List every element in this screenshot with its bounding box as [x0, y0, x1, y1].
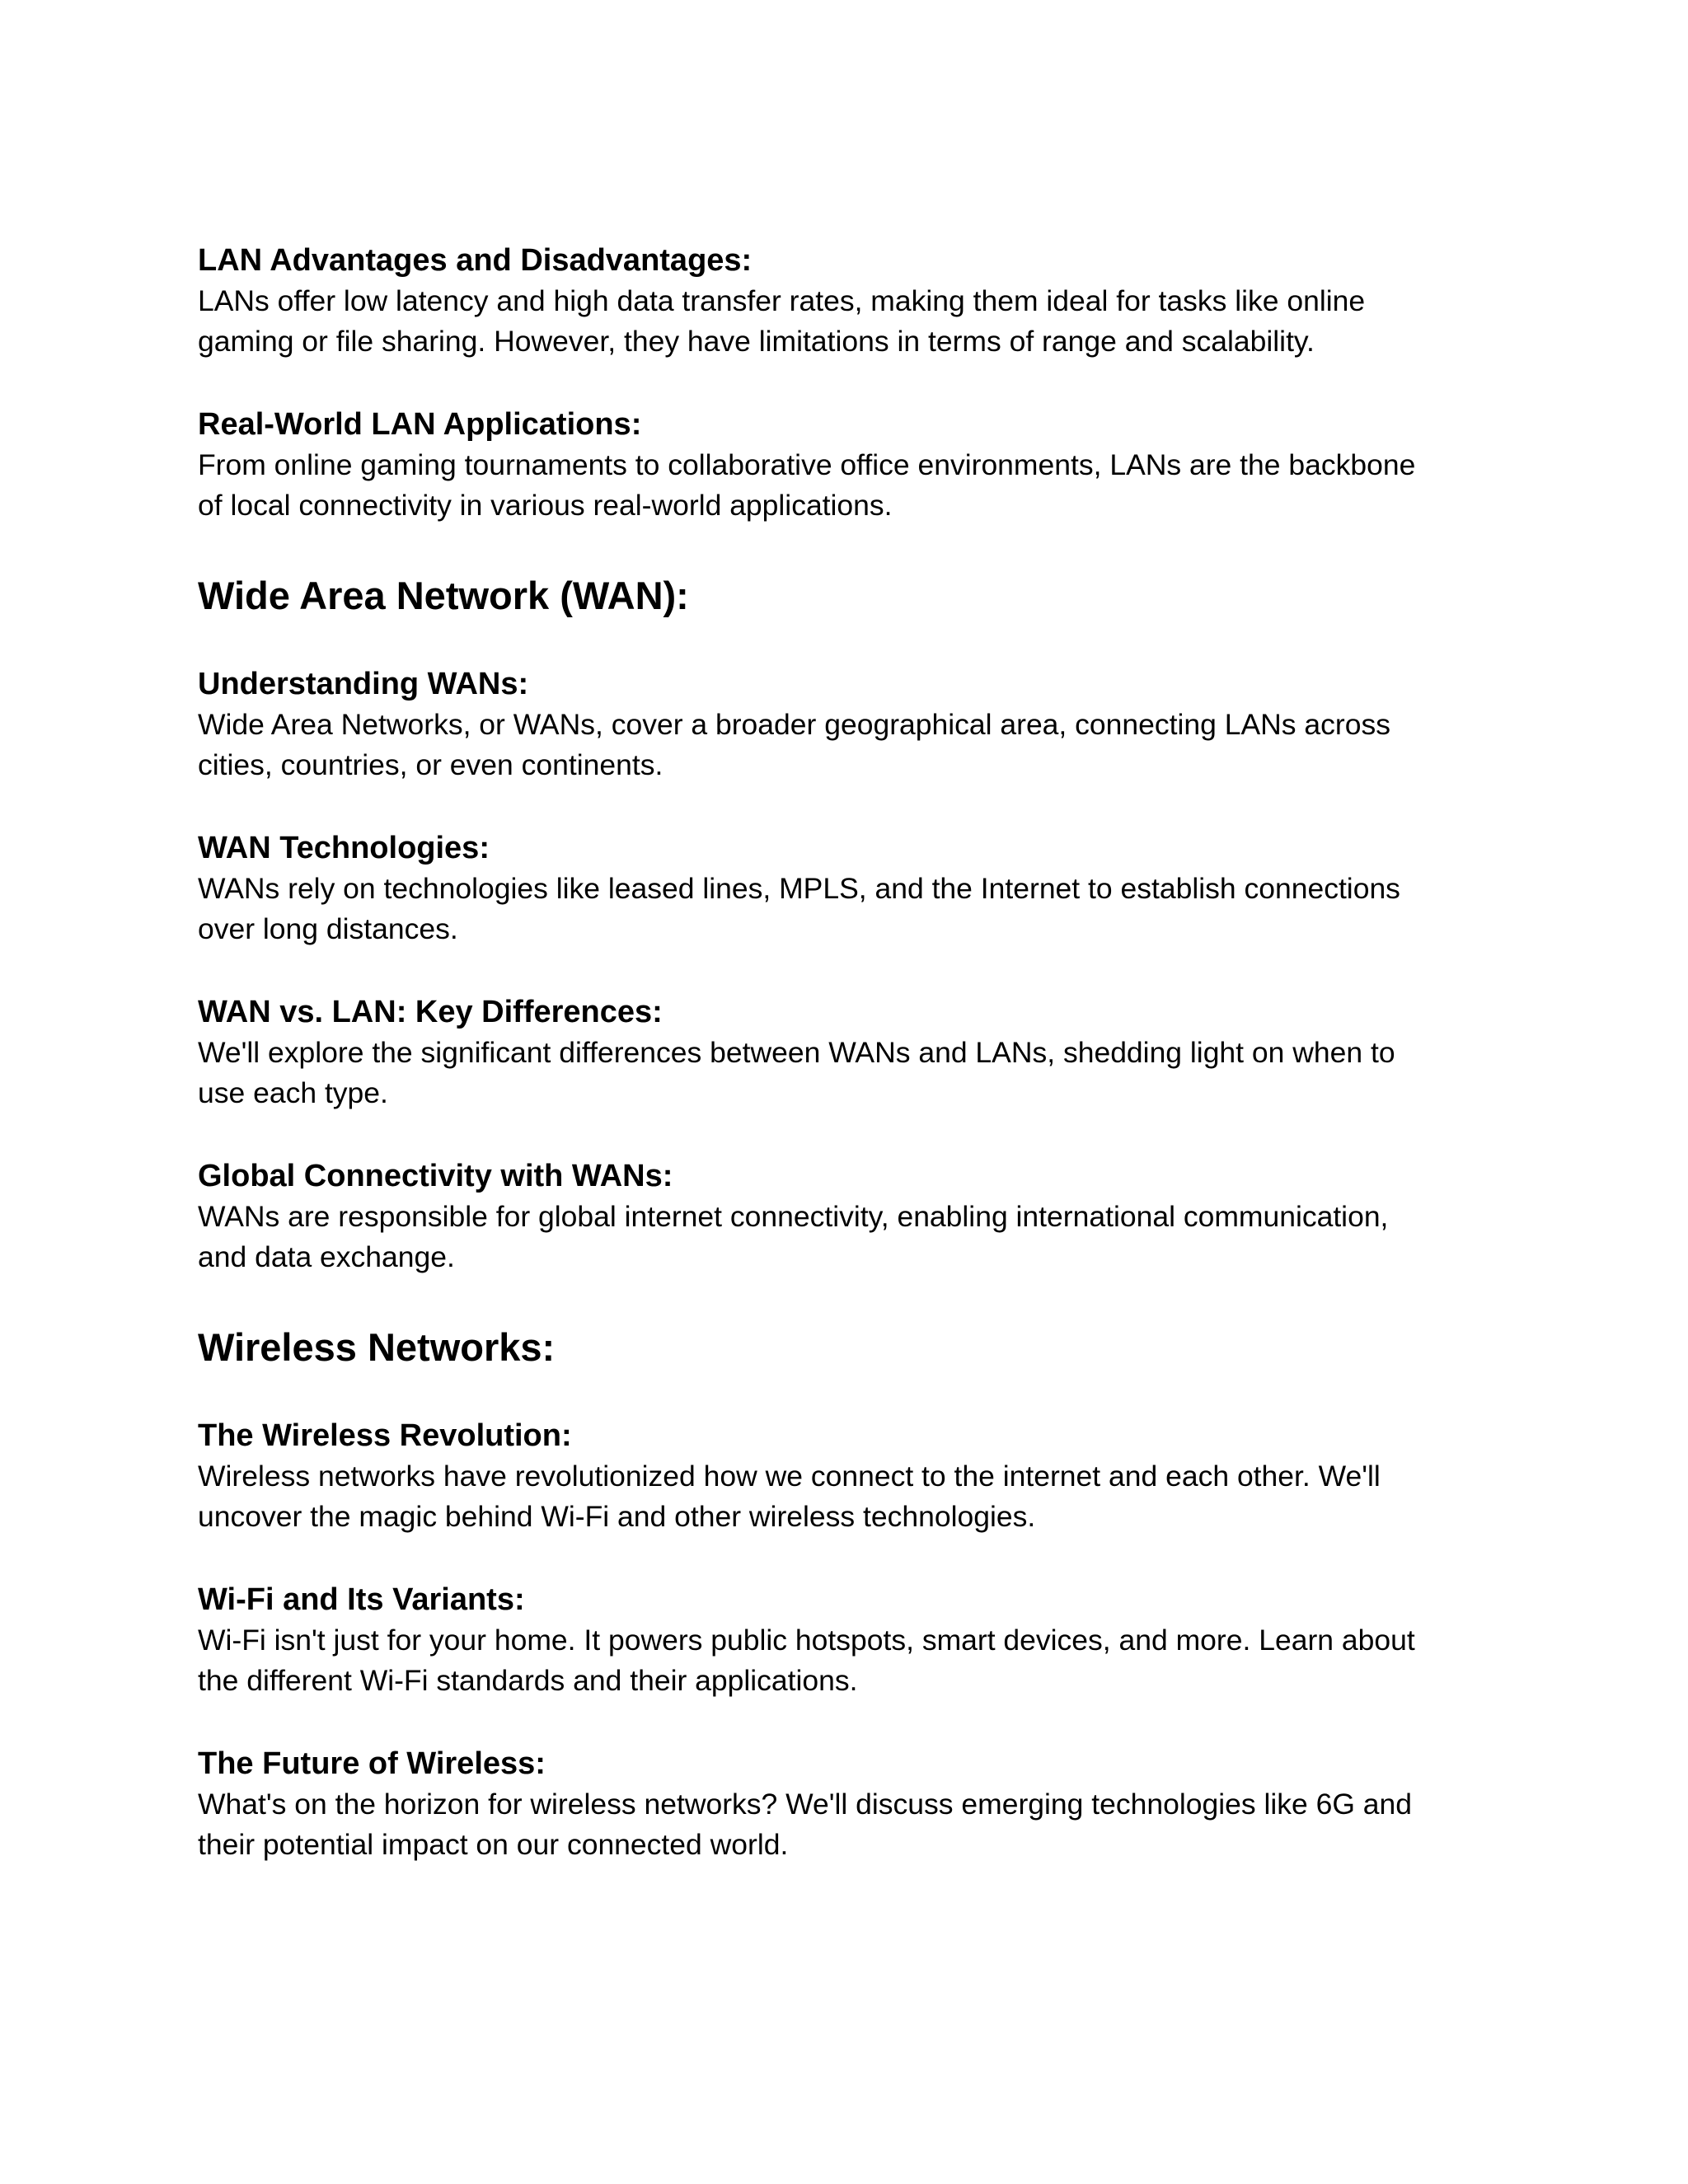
paragraph — [198, 1456, 1500, 1536]
paragraph — [198, 705, 1500, 785]
paragraph — [198, 445, 1500, 525]
subsection-heading: WAN Technologies: — [198, 831, 490, 865]
paragraph — [198, 1197, 1500, 1277]
paragraph-line: uncover the magic behind Wi-Fi and other wireless technologies. — [198, 1499, 1036, 1533]
lan-applications-block — [198, 404, 1500, 525]
paragraph-line: their potential impact on our connected world. — [198, 1827, 789, 1861]
paragraph — [198, 1620, 1500, 1700]
wan-technologies-block — [198, 827, 1500, 949]
wireless-wifi-block — [198, 1579, 1500, 1700]
wan-global-block — [198, 1155, 1500, 1277]
paragraph-line: gaming or file sharing. However, they have limitations in terms of range and scalability. — [198, 324, 1315, 358]
wan-understanding-block — [198, 663, 1500, 785]
paragraph — [198, 1033, 1500, 1113]
subsection-heading: Global Connectivity with WANs: — [198, 1159, 673, 1193]
paragraph-line: From online gaming tournaments to collaborative office environments, LANs are the backbone — [198, 448, 1416, 481]
paragraph — [198, 1784, 1500, 1864]
subsection-heading: Wi-Fi and Its Variants: — [198, 1582, 525, 1617]
paragraph-line: over long distances. — [198, 912, 458, 945]
paragraph-line: WANs rely on technologies like leased lines, MPLS, and the Internet to establish connections — [198, 872, 1400, 905]
subsection-heading: The Future of Wireless: — [198, 1746, 546, 1781]
subsection-heading: Understanding WANs: — [198, 667, 529, 701]
subsection-heading: LAN Advantages and Disadvantages: — [198, 243, 753, 278]
paragraph — [198, 869, 1500, 949]
subsection-heading: The Wireless Revolution: — [198, 1418, 572, 1453]
paragraph-line: What's on the horizon for wireless networks? We'll discuss emerging technologies like 6G and — [198, 1788, 1413, 1821]
wireless-revolution-block — [198, 1415, 1500, 1536]
wireless-future-block — [198, 1743, 1500, 1864]
paragraph-line: Wireless networks have revolutionized how we connect to the internet and each other. We'll — [198, 1460, 1381, 1493]
paragraph-line: the different Wi-Fi standards and their applications. — [198, 1663, 858, 1697]
paragraph-line: We'll explore the significant differences between WANs and LANs, shedding light on when to — [198, 1036, 1395, 1069]
paragraph-line: and data exchange. — [198, 1240, 455, 1273]
subsection-heading: Real-World LAN Applications: — [198, 407, 642, 442]
lan-advantages-block — [198, 240, 1500, 361]
paragraph-line: Wide Area Networks, or WANs, cover a broader geographical area, connecting LANs across — [198, 708, 1390, 741]
paragraph-line: cities, countries, or even continents. — [198, 748, 663, 781]
paragraph-line: of local connectivity in various real-world applications. — [198, 488, 893, 522]
paragraph-line: use each type. — [198, 1076, 388, 1109]
paragraph-line: WANs are responsible for global internet connectivity, enabling international communication, — [198, 1200, 1389, 1233]
paragraph — [198, 281, 1500, 361]
section-heading-wireless: Wireless Networks: — [198, 1325, 556, 1369]
paragraph-line: Wi-Fi isn't just for your home. It powers public hotspots, smart devices, and more. Learn about — [198, 1624, 1415, 1657]
subsection-heading: WAN vs. LAN: Key Differences: — [198, 995, 663, 1029]
section-heading-wan: Wide Area Network (WAN): — [198, 574, 689, 617]
paragraph-line: LANs offer low latency and high data transfer rates, making them ideal for tasks like online — [198, 284, 1366, 317]
wan-differences-block — [198, 991, 1500, 1113]
